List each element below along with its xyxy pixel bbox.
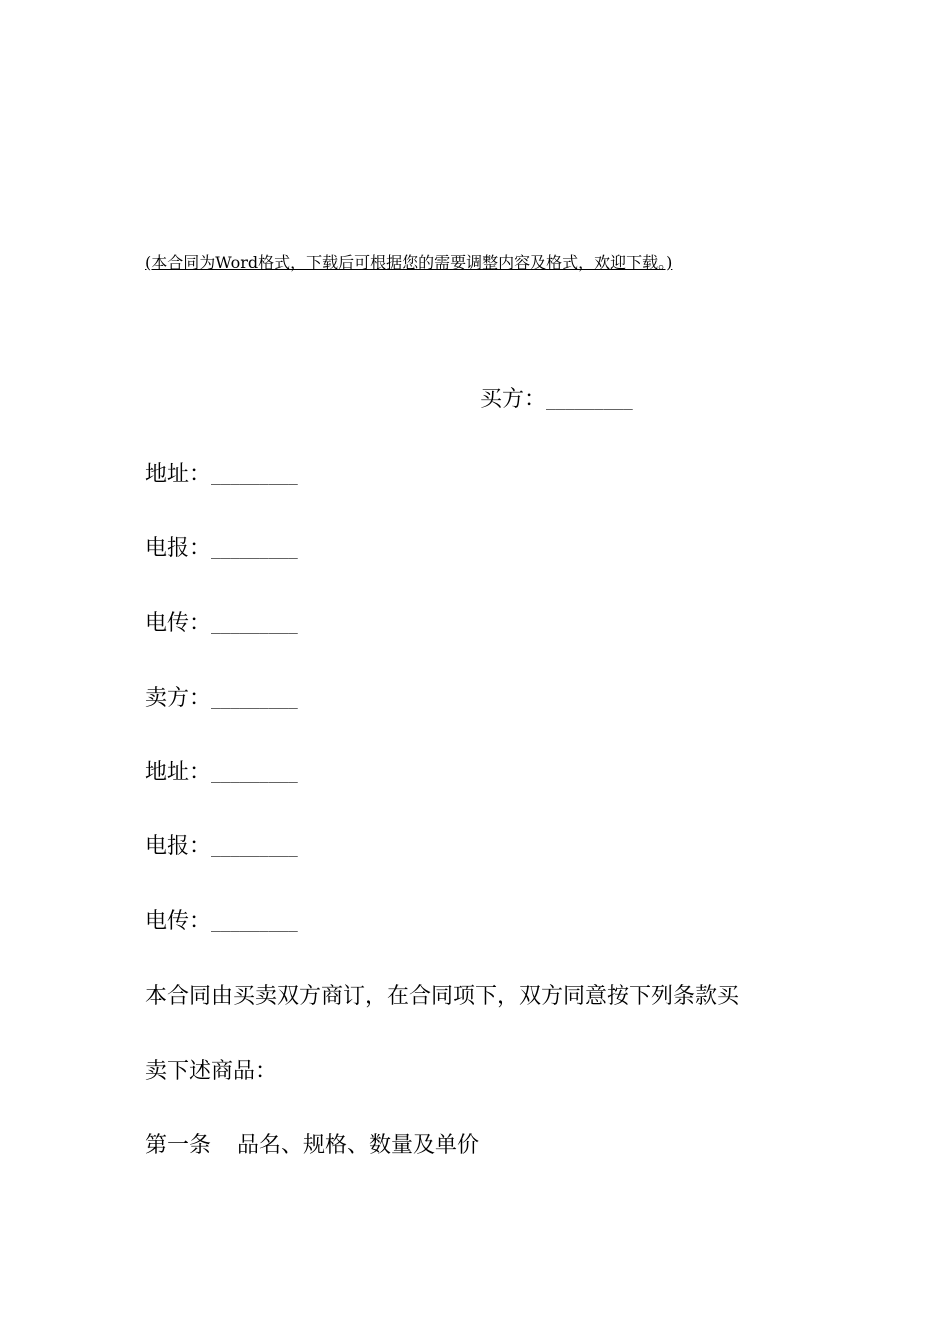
buyer-telegraph-blank: _________ [211, 540, 298, 559]
article-1-number: 第一条 [145, 1133, 212, 1158]
intro-paragraph-line1: 本合同由买卖双方商订，在合同项下，双方同意按下列条款买 [145, 984, 740, 1009]
buyer-blank: _________ [546, 391, 633, 410]
buyer-address-label: 地址： [145, 462, 212, 487]
seller-telegraph-line [145, 832, 298, 863]
seller-telegraph-label: 电报： [145, 834, 212, 859]
seller-fax-blank: _________ [211, 913, 298, 932]
seller-line [145, 684, 298, 715]
seller-address-label: 地址： [145, 760, 212, 785]
buyer-fax-line [145, 609, 298, 640]
buyer-address-line [145, 460, 298, 491]
seller-telegraph-blank: _________ [211, 838, 298, 857]
buyer-label: 买方： [480, 387, 547, 412]
buyer-address-blank: _________ [211, 466, 298, 485]
buyer-telegraph-label: 电报： [145, 536, 212, 561]
buyer-line [480, 385, 633, 416]
seller-label: 卖方： [145, 686, 212, 711]
seller-address-blank: _________ [211, 764, 298, 783]
buyer-fax-blank: _________ [211, 615, 298, 634]
buyer-fax-label: 电传： [145, 611, 212, 636]
seller-fax-line [145, 907, 298, 938]
buyer-telegraph-line [145, 534, 298, 565]
article-1-heading [145, 1131, 479, 1161]
seller-blank: _________ [211, 690, 298, 709]
seller-address-line [145, 758, 298, 789]
seller-fax-label: 电传： [145, 909, 212, 934]
intro-paragraph-line2: 卖下述商品： [145, 1059, 278, 1084]
format-notice: (本合同为Word格式，下载后可根据您的需要调整内容及格式，欢迎下载。) [145, 253, 673, 272]
article-1-title: 品名、规格、数量及单价 [237, 1133, 480, 1158]
